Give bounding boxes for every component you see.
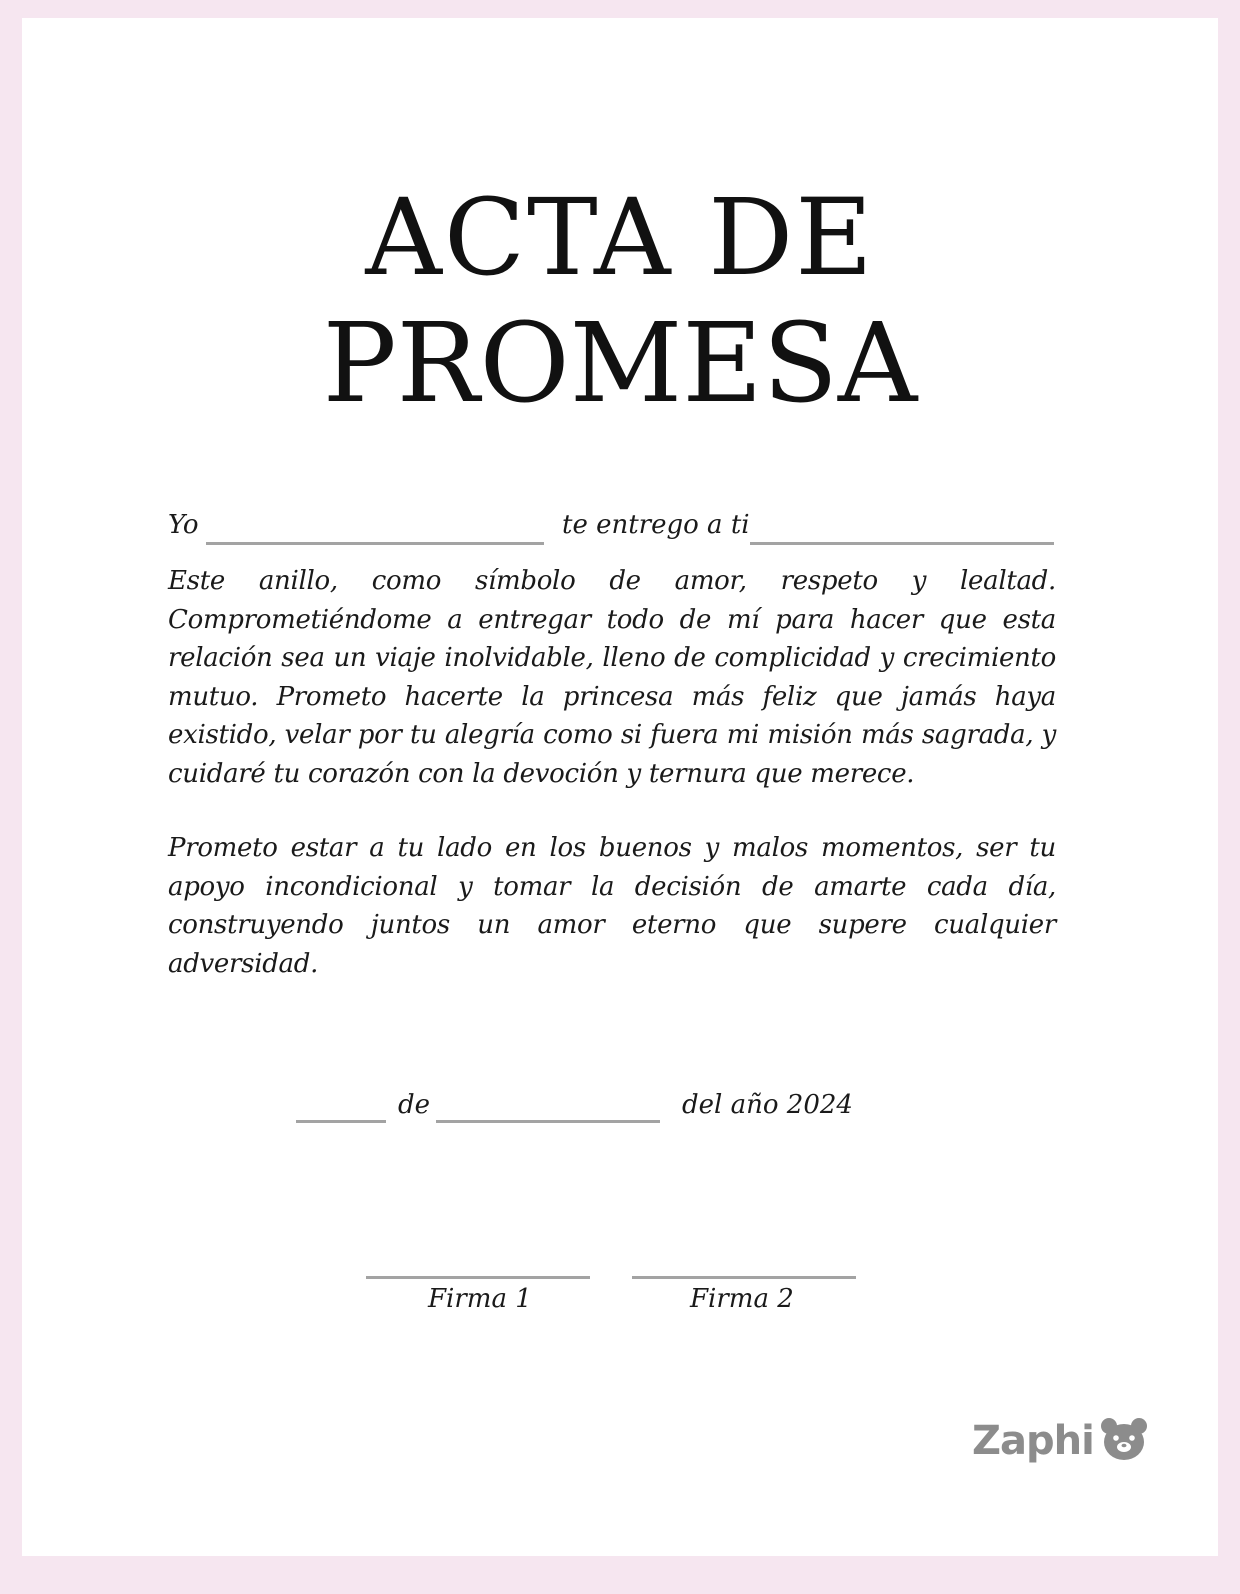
- bear-icon: [1100, 1416, 1148, 1466]
- year-label: del año 2024: [682, 1090, 853, 1120]
- signature-1-label: Firma 1: [428, 1284, 532, 1314]
- month-blank[interactable]: [436, 1120, 660, 1123]
- signature-2-label: Firma 2: [690, 1284, 794, 1314]
- document-page: [22, 18, 1218, 1556]
- signature-2-line[interactable]: [632, 1276, 856, 1279]
- brand-logo: [972, 1416, 1148, 1466]
- title-line-2: PROMESA: [322, 299, 918, 427]
- yo-label: Yo: [168, 510, 199, 540]
- day-blank[interactable]: [296, 1120, 386, 1123]
- signature-1-line[interactable]: [366, 1276, 590, 1279]
- promise-paragraph-2: Prometo estar a tu lado en los buenos y malos momentos, ser tu apoyo incondicional y tomar la decisión de amarte cada día, construyendo juntos un amor eterno que supere cualquier adversidad.: [168, 833, 1056, 979]
- title-line-1: ACTA DE: [365, 176, 875, 299]
- promise-paragraph-1: Este anillo, como símbolo de amor, respeto y lealtad. Comprometiéndome a entregar todo de mí para hacer que esta relación sea un viaje inolvidable, lleno de complicidad y crecimiento mutuo. Prometo hacerte la princesa más feliz que jamás haya existido, velar por tu alegría como si fuera mi misión más sagrada, y cuidaré tu corazón con la devoción y ternura que merece.: [168, 566, 1056, 789]
- de-label: de: [398, 1090, 431, 1120]
- brand-name: Zaphi: [972, 1418, 1094, 1464]
- te-entrego-label: te entrego a ti: [562, 510, 750, 540]
- giver-name-blank[interactable]: [206, 542, 544, 545]
- receiver-name-blank[interactable]: [750, 542, 1054, 545]
